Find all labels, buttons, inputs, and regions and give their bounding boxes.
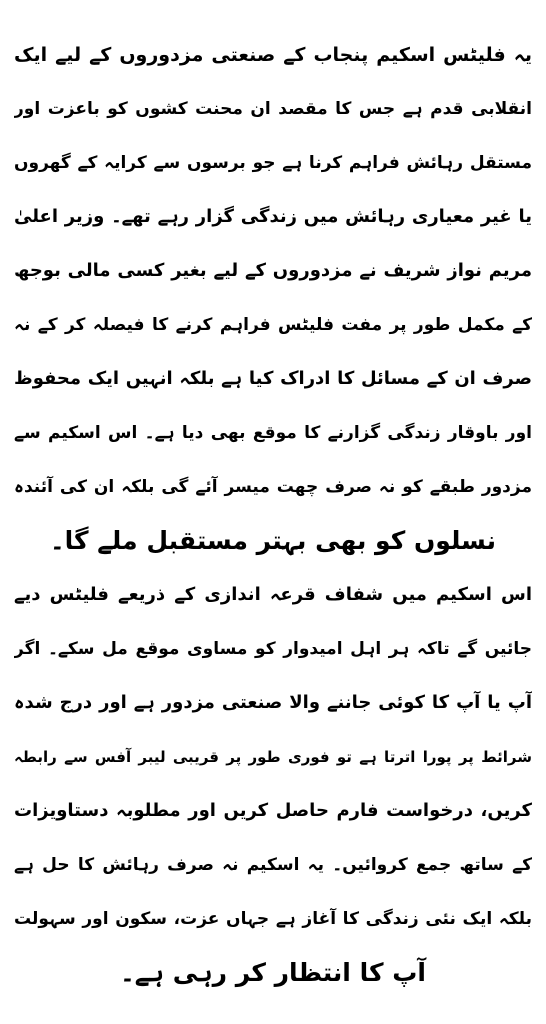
paragraph-2 [14,568,532,1000]
text-line: یہ فلیٹس اسکیم پنجاب کے صنعتی مزدوروں کے لیے ایک [14,44,532,66]
text-line: اور باوقار زندگی گزارنے کا موقع بھی دیا ہے۔ اس اسکیم سے [14,423,532,443]
text-line: یا غیر معیاری رہائش میں زندگی گزار رہے تھے۔ وزیر اعلیٰ [14,206,532,227]
text-line: مستقل رہائش فراہم کرنا ہے جو برسوں سے کرایہ کے گھروں [14,153,532,173]
text-line: کے مکمل طور پر مفت فلیٹس فراہم کرنے کا فیصلہ کر کے نہ [14,315,532,335]
text-line: مزدور طبقے کو نہ صرف چھت میسر آئے گی بلکہ ان کی آئندہ [14,477,532,497]
text-line: مریم نواز شریف نے مزدوروں کے لیے بغیر کسی مالی بوجھ [14,260,532,281]
text-line: بلکہ ایک نئی زندگی کا آغاز ہے جہاں عزت، سکون اور سہولت [14,909,532,929]
text-line-last: آپ کا انتظار کر رہی ہے۔ [120,958,426,987]
text-line: اس اسکیم میں شفاف قرعہ اندازی کے ذریعے فلیٹس دیے [14,584,532,605]
text-line: جائیں گے تاکہ ہر اہل امیدوار کو مساوی موقع مل سکے۔ اگر [14,639,532,659]
text-line-last: نسلوں کو بھی بہتر مستقبل ملے گا۔ [50,526,496,555]
text-line: کریں، درخواست فارم حاصل کریں اور مطلوبہ دستاویزات [14,800,532,821]
paragraph-1 [14,28,532,568]
text-line: آپ یا آپ کا کوئی جاننے والا صنعتی مزدور ہے اور درج شدہ [14,692,532,713]
text-line: شرائط پر پورا اترتا ہے تو فوری طور پر قریبی لیبر آفس سے رابطہ [14,748,532,766]
text-line: انقلابی قدم ہے جس کا مقصد ان محنت کشوں کو باعزت اور [14,99,532,119]
text-line: کے ساتھ جمع کروائیں۔ یہ اسکیم نہ صرف رہائش کا حل ہے [14,855,532,875]
text-line: صرف ان کے مسائل کا ادراک کیا ہے بلکہ انہیں ایک محفوظ [14,368,532,389]
